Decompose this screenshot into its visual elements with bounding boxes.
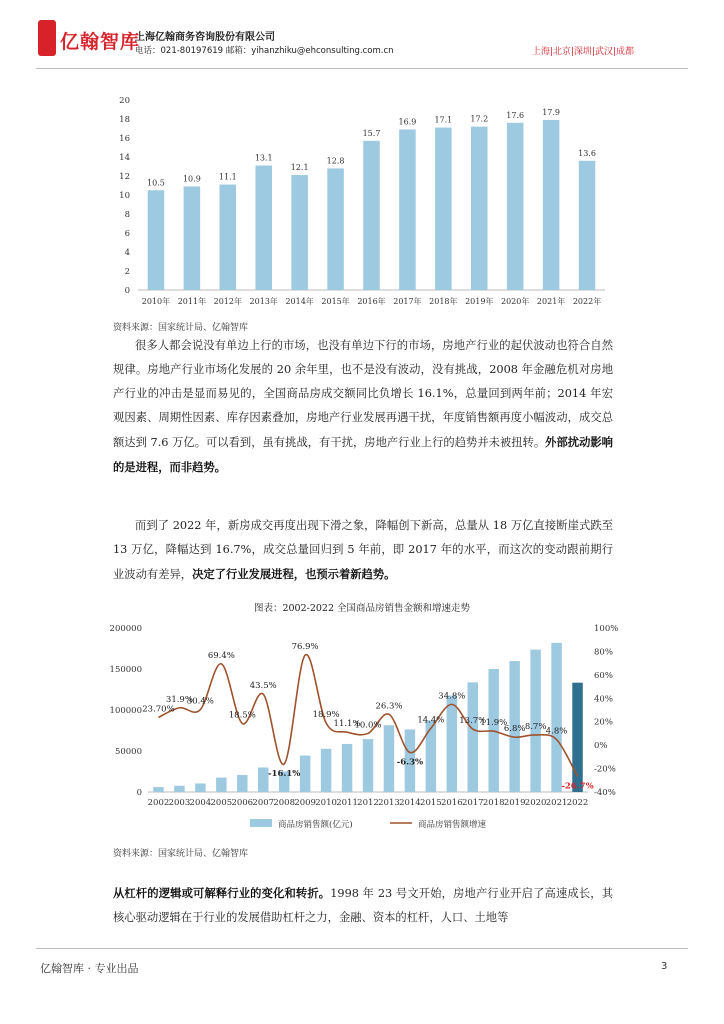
x-tick-label: 2013年: [249, 297, 278, 306]
x-tick-label: 2018: [482, 798, 505, 808]
bar: [148, 190, 165, 290]
growth-data-label: 30.4%: [186, 696, 214, 707]
legend-line-label: 商品房销售额增速: [418, 820, 487, 830]
paragraph-1: [113, 334, 613, 480]
sales-bar: [195, 783, 205, 792]
bar: [435, 128, 452, 290]
growth-data-label: 10.0%: [354, 720, 382, 731]
right-tick-label: 60%: [594, 670, 613, 681]
x-tick-label: 2014: [399, 798, 421, 808]
sales-bar: [321, 749, 331, 792]
x-tick-label: 2009: [294, 798, 316, 808]
x-tick-label: 2014年: [285, 297, 314, 306]
growth-data-label: 76.9%: [291, 642, 319, 653]
logo-mark: [38, 20, 56, 56]
y-tick-label: 10: [119, 191, 130, 201]
x-tick-label: 2019年: [465, 297, 494, 306]
x-tick-label: 2002: [147, 798, 170, 808]
growth-data-label: 14.4%: [417, 715, 445, 726]
right-tick-label: 40%: [594, 694, 613, 705]
y-tick-label: 18: [119, 115, 130, 125]
growth-data-label: 31.9%: [165, 694, 193, 705]
x-tick-label: 2021: [545, 798, 568, 808]
y-tick-label: 20: [119, 96, 130, 106]
bar: [399, 129, 416, 290]
bar: [543, 120, 560, 290]
x-tick-label: 2004: [189, 798, 212, 808]
sales-bar: [153, 787, 163, 792]
legend-bar-swatch: [250, 819, 272, 827]
bar-value-label: 13.6: [578, 148, 596, 158]
bar-value-label: 12.1: [290, 163, 309, 173]
growth-data-label: 6.8%: [503, 724, 526, 735]
sales-bar: [530, 650, 540, 792]
x-tick-label: 2012年: [213, 297, 242, 306]
y-tick-label: 14: [119, 153, 130, 163]
x-tick-label: 2017: [461, 798, 484, 808]
y-tick-label: 2: [124, 267, 130, 277]
x-tick-label: 2020: [524, 798, 547, 808]
sales-bar: [258, 767, 268, 792]
paragraph-3-text: 1998 年 23 号文开始，房地产行业开启了高速成长，其核心驱动逻辑在于行业的发展借助杠杆之力，金融、资本的杠杆，人口、土地等: [113, 887, 613, 924]
sales-bar: [468, 682, 478, 792]
page-header: [0, 0, 724, 72]
x-tick-label: 2022年: [572, 297, 602, 306]
left-tick-label: 50000: [114, 747, 142, 757]
bar-value-label: 11.1: [218, 172, 237, 182]
y-tick-label: 12: [119, 172, 130, 182]
bar-value-label: 15.7: [362, 128, 381, 138]
growth-data-label: -6.3%: [396, 757, 424, 768]
x-tick-label: 2018年: [429, 297, 458, 306]
growth-data-label: -16.1%: [268, 769, 301, 780]
growth-data-label: 43.5%: [249, 681, 277, 692]
company-name: 上海亿翰商务咨询股份有限公司: [135, 32, 275, 43]
x-tick-label: 2010年: [141, 297, 171, 306]
sales-amount-growth-chart: [100, 618, 640, 840]
bar-value-label: 17.1: [434, 115, 453, 125]
bar: [184, 186, 201, 290]
bar: [507, 123, 524, 290]
x-tick-label: 2003: [168, 798, 191, 808]
sales-bar: [447, 696, 457, 792]
bar: [255, 166, 272, 290]
sales-bar: [363, 739, 373, 792]
paragraph-2-bold: 决定了行业发展进程，也预示着新趋势。: [192, 567, 396, 581]
bar-value-label: 16.9: [398, 117, 417, 127]
paragraph-1-bold: 外部扰动影响的是进程，而非趋势。: [113, 435, 613, 474]
growth-data-label: 11.9%: [480, 718, 508, 729]
left-tick-label: 200000: [109, 624, 142, 634]
logo-text: 亿翰智库: [60, 31, 141, 53]
growth-data-label: -26.7%: [561, 781, 594, 792]
x-tick-label: 2011年: [177, 297, 207, 306]
y-tick-label: 0: [124, 286, 130, 296]
bar-value-label: 17.2: [470, 114, 489, 124]
footer-brand: 亿翰智库 · 专业出品: [40, 962, 139, 975]
growth-data-label: 13.7%: [459, 716, 487, 727]
x-tick-label: 2019: [503, 798, 526, 808]
chart2-title: 图表：2002-2022 全国商品房销售金额和增速走势: [253, 603, 471, 614]
legend-bar-label: 商品房销售额(亿元): [278, 820, 353, 830]
x-tick-label: 2016年: [357, 297, 386, 306]
x-tick-label: 2010: [315, 798, 337, 808]
bar-value-label: 17.6: [506, 110, 525, 120]
x-tick-label: 2017年: [393, 297, 422, 306]
bar: [363, 141, 380, 290]
left-tick-label: 150000: [109, 665, 142, 675]
x-tick-label: 2022: [566, 798, 589, 808]
y-tick-label: 16: [119, 134, 130, 144]
x-tick-label: 2020年: [501, 297, 530, 306]
sales-bar: [174, 786, 184, 792]
sales-bar: [300, 756, 310, 792]
right-tick-label: 100%: [594, 624, 619, 634]
paragraph-3: [113, 881, 613, 930]
paragraph-3-bold: 从杠杆的逻辑或可解释行业的变化和转折。: [113, 886, 331, 900]
bar-value-label: 13.1: [254, 153, 273, 163]
x-tick-label: 2007: [252, 798, 275, 808]
growth-data-label: 18.9%: [312, 710, 340, 721]
bar-value-label: 12.8: [326, 156, 345, 166]
footer-divider: [36, 948, 688, 949]
chart1-source: 资料来源：国家统计局、亿翰智库: [113, 323, 249, 333]
y-tick-label: 6: [124, 229, 130, 239]
bar: [220, 185, 237, 290]
x-tick-label: 2013: [378, 798, 400, 808]
chart2-source: 资料来源：国家统计局、亿翰智库: [113, 849, 249, 859]
header-divider: [36, 68, 688, 69]
right-tick-label: -20%: [594, 764, 616, 775]
left-tick-label: 0: [136, 788, 142, 798]
x-tick-label: 2015年: [321, 297, 350, 306]
growth-data-label: 8.7%: [524, 721, 547, 732]
page-number: 3: [661, 961, 668, 972]
x-tick-label: 2011: [336, 798, 358, 808]
paragraph-2-text: 而到了 2022 年，新房成交再度出现下滑之象，降幅创下新高，总量从 18 万亿直接断崖式跌至 13 万亿，降幅达到 16.7%，成交总量回归到 5 年前，即 2017 年的水平，而这次的变动跟前期行业波动有差异，: [113, 519, 613, 581]
growth-data-label: 18.5%: [228, 710, 256, 721]
bar: [471, 127, 488, 290]
sales-bar: [237, 775, 247, 792]
x-tick-label: 2006: [231, 798, 254, 808]
sales-bar: [384, 725, 394, 792]
right-tick-label: 80%: [594, 647, 613, 658]
growth-data-label: 69.4%: [207, 650, 235, 661]
sales-bar: [426, 720, 436, 792]
growth-data-label: 4.8%: [545, 726, 568, 737]
x-tick-label: 2008: [273, 798, 296, 808]
bar: [327, 168, 344, 290]
x-tick-label: 2021年: [536, 297, 566, 306]
sales-area-bar-chart: [100, 88, 620, 314]
bar: [291, 175, 308, 290]
right-tick-label: 0%: [594, 741, 608, 752]
bar-value-label: 17.9: [542, 107, 561, 117]
growth-data-label: 11.1%: [333, 719, 361, 730]
y-tick-label: 4: [124, 248, 130, 258]
bar-value-label: 10.9: [182, 174, 201, 184]
y-tick-label: 8: [124, 210, 130, 220]
paragraph-2: [113, 514, 613, 587]
contact-info: 电话：021-80197619 邮箱：yihanzhiku@ehconsulting.com.cn: [135, 46, 394, 56]
growth-data-label: 26.3%: [375, 701, 403, 712]
sales-bar: [551, 643, 561, 792]
x-tick-label: 2005: [210, 798, 233, 808]
paragraph-1-text: 很多人都会说没有单边上行的市场，也没有单边下行的市场，房地产行业的起伏波动也符合自然规律。房地产行业市场化发展的 20 余年里，也不是没有波动，没有挑战，2008 年金融危机对房地产行业的冲击是显而易见的，全国商品房成交额同比负增长 16.1%，总量回到两年前；2014 年宏观因素、周期性因素、库存因素叠加，房地产行业发展再遇干扰，年度销售额再度小幅波动，成交总额达到 7.6 万亿。可以看到，虽有挑战，有干扰，房地产行业上行的趋势并未被扭转。: [113, 339, 613, 449]
bar-value-label: 10.5: [147, 178, 165, 188]
sales-bar: [216, 778, 226, 792]
right-tick-label: 20%: [594, 717, 613, 728]
x-tick-label: 2015: [420, 798, 442, 808]
left-tick-label: 100000: [109, 706, 142, 716]
growth-data-label: 23.70%: [142, 704, 175, 715]
office-cities: 上海|北京|深圳|武汉|成都: [531, 47, 634, 57]
growth-data-label: 34.8%: [438, 691, 466, 702]
bar: [579, 161, 596, 290]
right-tick-label: -40%: [594, 788, 616, 798]
x-tick-label: 2012: [357, 798, 379, 808]
x-tick-label: 2016: [440, 798, 463, 808]
sales-bar: [342, 744, 352, 792]
